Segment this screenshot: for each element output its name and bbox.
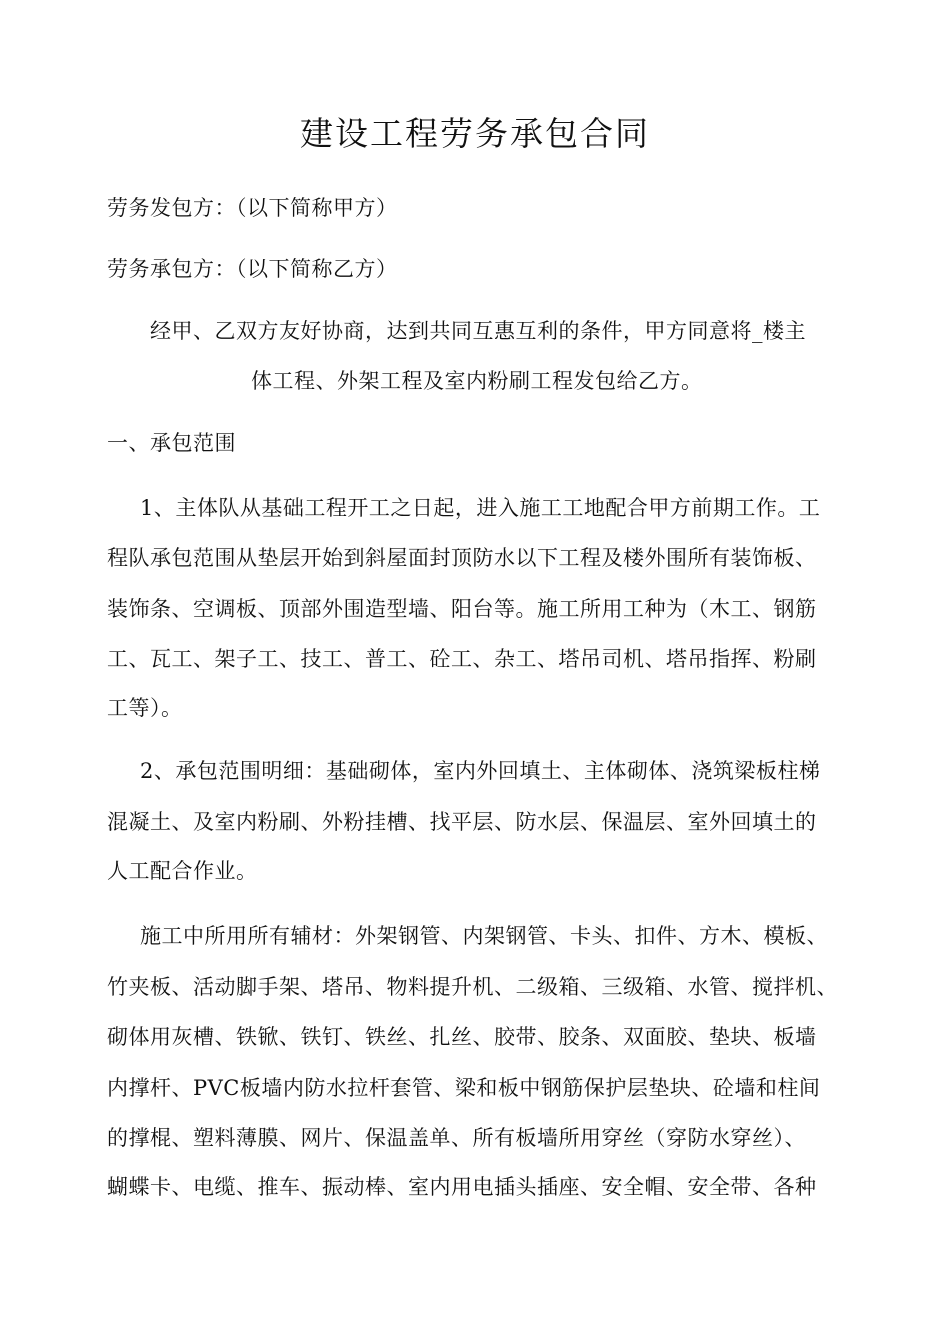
- materials-line: 蝴蝶卡、电缆、推车、振动棒、室内用电插头插座、安全帽、安全带、各种: [107, 1175, 817, 1199]
- item1-line: 程队承包范围从垫层开始到斜屋面封顶防水以下工程及楼外围所有装饰板、: [107, 546, 817, 570]
- item2-line: 2、承包范围明细：基础砌体，室内外回填土、主体砌体、浇筑梁板柱梯: [140, 759, 821, 783]
- section-heading: 一、承包范围: [107, 431, 236, 455]
- item2-line: 人工配合作业。: [107, 859, 258, 883]
- party-a-line: 劳务发包方：（以下简称甲方）: [107, 196, 398, 220]
- intro-line: 体工程、外架工程及室内粉刷工程发包给乙方。: [251, 369, 703, 393]
- item1-line: 装饰条、空调板、顶部外围造型墙、阳台等。施工所用工种为（木工、钢筋: [107, 597, 817, 621]
- party-b-line: 劳务承包方：（以下简称乙方）: [107, 257, 398, 281]
- item2-line: 混凝土、及室内粉刷、外粉挂槽、找平层、防水层、保温层、室外回填土的: [107, 810, 817, 834]
- materials-line: 竹夹板、活动脚手架、塔吊、物料提升机、二级箱、三级箱、水管、搅拌机、: [107, 975, 838, 999]
- materials-line: 内撑杆、PVC板墙内防水拉杆套管、梁和板中钢筋保护层垫块、砼墙和柱间: [107, 1076, 821, 1100]
- document-title: 建设工程劳务承包合同: [300, 114, 650, 153]
- item1-line: 1、主体队从基础工程开工之日起，进入施工工地配合甲方前期工作。工: [140, 496, 821, 520]
- item1-line: 工、瓦工、架子工、技工、普工、砼工、杂工、塔吊司机、塔吊指挥、粉刷: [107, 647, 817, 671]
- intro-line: 经甲、乙双方友好协商，达到共同互惠互利的条件，甲方同意将_楼主: [150, 319, 806, 343]
- materials-line: 的撑棍、塑料薄膜、网片、保温盖单、所有板墙所用穿丝（穿防水穿丝）、: [107, 1126, 806, 1150]
- item1-line: 工等）。: [107, 696, 183, 720]
- materials-line: 砌体用灰槽、铁锨、铁钉、铁丝、扎丝、胶带、胶条、双面胶、垫块、板墙: [107, 1025, 817, 1049]
- materials-line: 施工中所用所有辅材：外架钢管、内架钢管、卡头、扣件、方木、模板、: [140, 924, 828, 948]
